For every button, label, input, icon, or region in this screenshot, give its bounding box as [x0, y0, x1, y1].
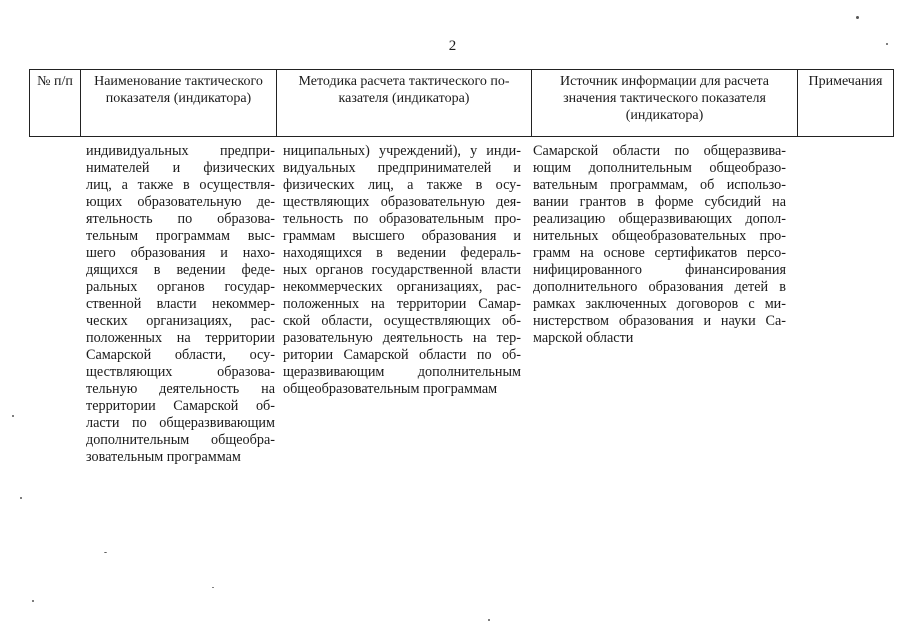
scan-speck	[32, 600, 34, 602]
text-line: шего образования и нахо-	[86, 245, 275, 261]
text-line: территории Самарской об-	[86, 398, 275, 414]
text-line: Самарской области, осу-	[86, 347, 275, 363]
text-line: вании грантов в форме субсидий на	[533, 194, 786, 210]
indicator-name-cell	[86, 143, 275, 466]
text-line: лиц, а также в осуществля-	[86, 177, 275, 193]
scan-speck	[488, 619, 490, 621]
text-line: тельную деятельность на	[86, 381, 275, 397]
header-information-source: Источник информации для расчета значения тактического показателя (индикатора)	[532, 70, 798, 137]
text-line: грамм на основе сертификатов персо-	[533, 245, 786, 261]
text-line: ственной власти некоммер-	[86, 296, 275, 312]
text-line: ритории Самарской области по об-	[283, 347, 521, 363]
text-line: тельным программам выс-	[86, 228, 275, 244]
text-line: ческих организациях, рас-	[86, 313, 275, 329]
text-line: индивидуальных предпри-	[86, 143, 275, 159]
text-line: разовательную деятельность на тер-	[283, 330, 521, 346]
scan-speck	[856, 16, 859, 19]
page-number: 2	[448, 38, 457, 54]
text-line: щеразвивающим дополнительным	[283, 364, 521, 380]
text-line: реализацию общеразвивающих допол-	[533, 211, 786, 227]
text-line: дополнительным общеобра-	[86, 432, 275, 448]
text-line: находящихся в ведении федераль-	[283, 245, 521, 261]
header-number: № п/п	[30, 70, 81, 137]
scan-speck	[12, 415, 14, 417]
text-line: нифицированного финансирования	[533, 262, 786, 278]
calculation-method-cell	[283, 143, 521, 398]
text-line: рамках заключенных договоров с ми-	[533, 296, 786, 312]
scan-speck	[886, 43, 888, 45]
text-line: ральных органов государ-	[86, 279, 275, 295]
text-line: видуальных предпринимателей и	[283, 160, 521, 176]
text-line: ющих образовательную де-	[86, 194, 275, 210]
text-line: ской области, осуществляющих об-	[283, 313, 521, 329]
text-line: марской области	[533, 330, 634, 346]
header-row	[30, 70, 894, 137]
text-line: положенных на территории Самар-	[283, 296, 521, 312]
text-line: нительных общеобразовательных про-	[533, 228, 786, 244]
text-line: ятельность по образова-	[86, 211, 275, 227]
text-line: физических лиц, а также в осу-	[283, 177, 521, 193]
header-indicator-name: Наименование тактического показателя (индикатора)	[81, 70, 277, 137]
text-line: ниципальных) учреждений), у инди-	[283, 143, 521, 159]
text-line: некоммерческих организациях, рас-	[283, 279, 521, 295]
text-line: Самарской области по общеразвива-	[533, 143, 786, 159]
text-line: ществляющих образовательную дея-	[283, 194, 521, 210]
text-line: нимателей и физических	[86, 160, 275, 176]
text-line: положенных на территории	[86, 330, 275, 346]
text-line: дополнительного образования детей в	[533, 279, 786, 295]
text-line: общеобразовательным программам	[283, 381, 498, 397]
information-source-cell	[533, 143, 786, 347]
text-line: дящихся в ведении феде-	[86, 262, 275, 278]
text-line: ных органов государственной власти	[283, 262, 521, 278]
indicator-table-header	[29, 69, 894, 137]
scan-speck	[212, 587, 214, 588]
scan-speck	[20, 497, 22, 499]
scan-speck	[104, 552, 107, 553]
text-line: зовательным программам	[86, 449, 241, 465]
text-line: ществляющих образова-	[86, 364, 275, 380]
text-line: тельность по образовательным про-	[283, 211, 521, 227]
text-line: вательным программам, об использо-	[533, 177, 786, 193]
header-notes: Примечания	[798, 70, 894, 137]
text-line: ющим дополнительным общеобразо-	[533, 160, 786, 176]
text-line: граммам высшего образования и	[283, 228, 521, 244]
text-line: нистерством образования и науки Са-	[533, 313, 786, 329]
header-calculation-method: Методика расчета тактического по-казателя (индикатора)	[277, 70, 532, 137]
text-line: ласти по общеразвивающим	[86, 415, 275, 431]
